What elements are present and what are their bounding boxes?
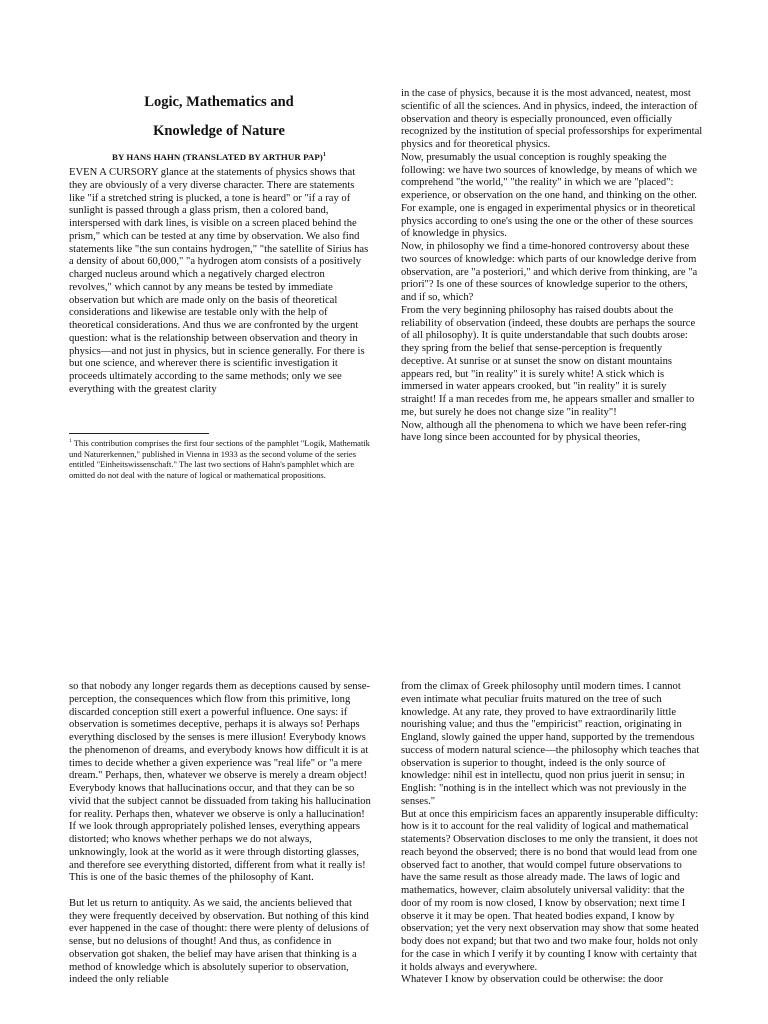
paragraph: Now, presumably the usual conception is roughly speaking the following: we have two sources of knowledge, by means of which we comprehend "the world," "the reality" in which we are "placed": experience, or observation on the one hand, and thinking on the other. For example, one is engaged in experimental physics or in theoretical physics according to one's using the one or the other of these sources of knowledge in physics.: [401, 151, 697, 240]
column-top-right: [401, 88, 703, 445]
footnote-text: This contribution comprises the first four sections of the pamphlet "Logik, Mathematik und Naturerkennen," published in Vienna in 1933 as the second volume of the series entitled "Einheitswissenschaft." The last two sections of Hahn's pamphlet which are omitted do not deal with the nature of logical or mathematical propositions.: [69, 438, 370, 480]
paragraph: From the very beginning philosophy has raised doubts about the reliability of observation (indeed, these doubts are perhaps the source of all philosophy). It is quite understandable that such doubts arose: they spring from the belief that sense-perception is frequently deceptive. At sunrise or at sunset the snow on distant mountains appears red, but "in reality" it is surely white! A stick which is immersed in water appears crooked, but "in reality" it is surely straight! If a man recedes from me, he appears smaller and smaller to me, but surely he does not change size "in reality"!: [401, 304, 696, 418]
column-bottom-left: [69, 681, 371, 987]
paragraph: But at once this empiricism faces an apparently insuperable difficulty: how is it to account for the real validity of logical and mathematical statements? Observation discloses to me only the transient, it does not reach beyond the observed; there is no bond that would lead from one observed fact to another, that would compel future observations to have the same result as those already made. The laws of logic and mathematics, however, claim absolutely universal validity: that the door of my room is now closed, I know by observation; next time I observe it it may be open. That heated bodies expand, I know by observation; yet the very next observation may show that some heated body does not expand; but that two and two make four, holds not only for the case in which I verify it by counting I know with certainty that it holds always and everywhere.: [401, 808, 699, 973]
byline-text: BY HANS HAHN (TRANSLATED BY ARTHUR PAP): [112, 152, 323, 162]
paper-title-line-2: Knowledge of Nature: [153, 123, 285, 139]
paragraph: from the climax of Greek philosophy until modern times. I cannot even intimate what peculiar fruits matured on the tree of such knowledge. At any rate, they proved to have extraordinarily little nourishing value; and thus the "empiricist" reaction, originating in England, slowly gained the upper hand, supported by the tremendous success of modern natural science—the philosophy which teaches that observation is superior to thought, indeed is the only source of knowledge: nihil est in intellectu, quod non prius juerit in sensu; in English: "nothing is in the intellect which was not previously in the senses.": [401, 681, 700, 807]
footnote-ref: 1: [322, 152, 326, 159]
paragraph: in the case of physics, because it is the most advanced, neatest, most scientific of all the sciences. And in physics, indeed, the interaction of observation and theory is especially pronounced, even officially recognized by the institution of special professorships for experimental physics and for theoretical physics.: [401, 88, 703, 150]
paragraph: EVEN A CURSORY glance at the statements of physics shows that they are obviously of a very diverse character. There are statements like "if a stretched string is plucked, a tone is heard" or "if a ray of sunlight is passed through a glass prism, then a colored band, interspersed with dark lines, is visible on a screen placed behind the prism," which can be tested at any time by observation. We also find statements like "the sun contains hydrogen," "the satellite of Sirius has a density of about 60,000," "a hydrogen atom consists of a positively charged nucleus around which a negatively charged electron revolves," which cannot by any means be tested by immediate observation but which are made only on the basis of theoretical considerations and likewise are testable only with the help of theoretical considerations. And thus we are confronted by the urgent question: what is the relationship between observation and theory in physics—and not just in physics, but in science generally. For there is but one science, and wherever there is scientific investigation it proceeds ultimately according to the same methods; only we see everything with the greatest clarity: [69, 167, 369, 395]
paragraph: so that nobody any longer regards them as deceptions caused by sense-perception, the consequences which flow from this primitive, long discarded conception still exert a powerful influence. One says: if observation is sometimes deceptive, perhaps it is always so! Perhaps everything disclosed by the senses is mere illusion! Everybody knows the phenomenon of dreams, and everybody knows how difficult it is at times to decide whether a given experience was "real life" or "a mere dream." Perhaps, then, whatever we observe is merely a dream object! Everybody knows that hallucinations occur, and that they can be so vivid that the subject cannot be dissuaded from taking his hallucination for reality. Perhaps then, whatever we observe is only a hallucination! If we look through appropriately polished lenses, everything appears distorted; who knows whether perhaps we do not always, unknowingly, look at the world as it were through distorting glasses, and therefore see everything distorted, different from what it really is! This is one of the basic themes of the philosophy of Kant.: [69, 681, 371, 884]
column-bottom-right: [401, 681, 703, 987]
footnote: [69, 438, 371, 480]
paragraph: Now, although all the phenomena to which we have been refer-ring have long since been accounted for by physical theories,: [401, 419, 687, 444]
paragraph: Whatever I know by observation could be otherwise: the door: [401, 974, 664, 986]
page-lower: [0, 512, 768, 1024]
paragraph: But let us return to antiquity. As we said, the ancients believed that they were frequently deceived by observation. But nothing of this kind ever happened in the case of thought: there were plenty of delusions of sense, but no delusions of thought! And thus, as confidence in observation got shaken, the belief may have arisen that thinking is a method of knowledge which is absolutely superior to observation, indeed the only reliable: [69, 897, 370, 986]
paragraph: Now, in philosophy we find a time-honored controversy about these two sources of knowledge: which parts of our knowledge derive from observation, are "a posteriori," and which derive from thinking, are "a priori"? Is one of these sources of knowledge superior to the others, and if so, which?: [401, 241, 698, 303]
paper-title-line-1: Logic, Mathematics and: [144, 94, 294, 110]
author-byline: [69, 151, 369, 163]
footnote-marker: 1: [69, 438, 72, 445]
footnote-divider: [69, 433, 209, 434]
body-text-top-left: [69, 167, 369, 397]
